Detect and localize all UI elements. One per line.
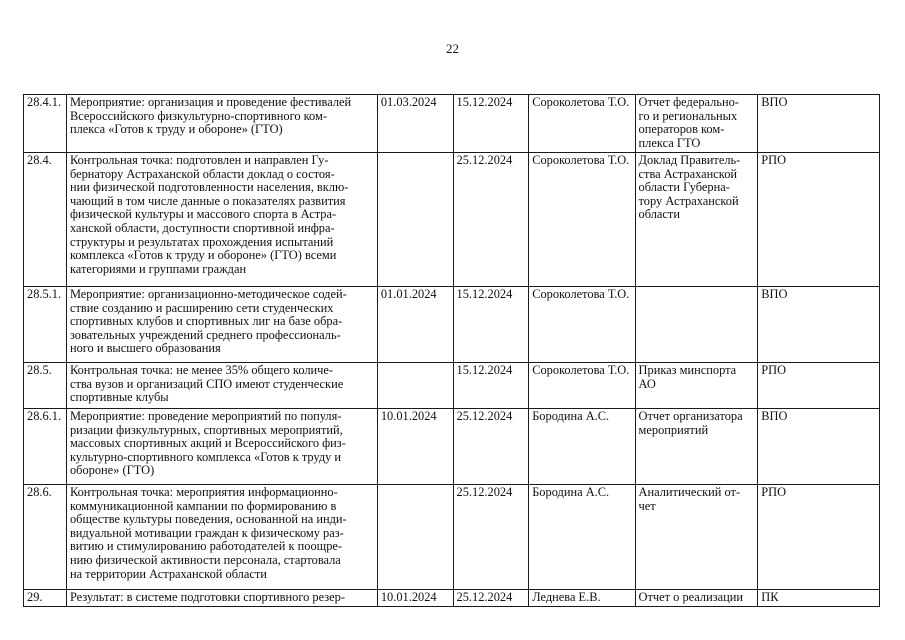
page-number: 22: [446, 41, 459, 56]
row-number-cell: 28.5.: [24, 363, 67, 409]
end-date-cell: 15.12.2024: [453, 95, 529, 153]
row-number-cell: 28.6.1.: [24, 409, 67, 485]
responsible-cell: Сороколетова Т.О.: [529, 153, 635, 287]
plan-table: [23, 94, 880, 607]
description-cell: Мероприятие: проведение мероприятий по популя- ризации физкультурных, спортивных мероприятий, массовых спортивных акций и Всероссийского физ- культурно-спортивного комплекса «Готов к труду и обороне» (ГТО): [66, 409, 377, 485]
level-cell: РПО: [758, 363, 880, 409]
end-date-cell: 25.12.2024: [453, 409, 529, 485]
responsible-cell: Бородина А.С.: [529, 409, 635, 485]
level-cell: ВПО: [758, 287, 880, 363]
start-date-cell: 10.01.2024: [377, 590, 453, 607]
responsible-cell: Леднева Е.В.: [529, 590, 635, 607]
start-date-cell: 10.01.2024: [377, 409, 453, 485]
table-row: [24, 153, 880, 287]
row-number-cell: 28.5.1.: [24, 287, 67, 363]
document-cell: Отчет федерально- го и региональных операторов ком- плекса ГТО: [635, 95, 758, 153]
document-cell: Приказ минспорта АО: [635, 363, 758, 409]
level-cell: ВПО: [758, 95, 880, 153]
table-row: [24, 95, 880, 153]
description-cell: Контрольная точка: мероприятия информационно- коммуникационной кампании по формированию в обществе культуры поведения, основанной на инди- видуальной мотивации граждан к физическому раз- витию и стимулированию работодателей к поощре- нию физической активности персонала, стартовала на территории Астраханской области: [66, 485, 377, 590]
document-cell: Доклад Правитель- ства Астраханской области Губерна- тору Астраханской области: [635, 153, 758, 287]
responsible-cell: Сороколетова Т.О.: [529, 95, 635, 153]
description-cell: Мероприятие: организация и проведение фестивалей Всероссийского физкультурно-спортивного ком- плекса «Готов к труду и обороне» (ГТО): [66, 95, 377, 153]
start-date-cell: [377, 485, 453, 590]
table-row: [24, 363, 880, 409]
responsible-cell: Сороколетова Т.О.: [529, 363, 635, 409]
end-date-cell: 25.12.2024: [453, 485, 529, 590]
table-row: [24, 485, 880, 590]
responsible-cell: Сороколетова Т.О.: [529, 287, 635, 363]
description-cell: Результат: в системе подготовки спортивного резер-: [66, 590, 377, 607]
description-cell: Контрольная точка: подготовлен и направлен Гу- бернатору Астраханской области доклад о состоя- нии физической подготовленности населения, вклю- чающий в том числе данные о показателях развития физической культуры и массового спорта в Астра- ханской области, доступности спортивной инфра- структуры и результатах прохождения испытаний комплекса «Готов к труду и обороне» (ГТО) всеми категориями и группами граждан: [66, 153, 377, 287]
table-row: [24, 287, 880, 363]
start-date-cell: 01.01.2024: [377, 287, 453, 363]
row-number-cell: 28.4.1.: [24, 95, 67, 153]
description-cell: Мероприятие: организационно-методическое содей- ствие созданию и расширению сети студенческих спортивных клубов и спортивных лиг на базе обра- зовательных учреждений среднего профессиональ- ного и высшего образования: [66, 287, 377, 363]
document-cell: Отчет о реализации: [635, 590, 758, 607]
document-cell: [635, 287, 758, 363]
row-number-cell: 28.6.: [24, 485, 67, 590]
table-row: [24, 409, 880, 485]
end-date-cell: 25.12.2024: [453, 590, 529, 607]
level-cell: РПО: [758, 485, 880, 590]
start-date-cell: 01.03.2024: [377, 95, 453, 153]
responsible-cell: Бородина А.С.: [529, 485, 635, 590]
document-cell: Отчет организатора мероприятий: [635, 409, 758, 485]
row-number-cell: 28.4.: [24, 153, 67, 287]
description-cell: Контрольная точка: не менее 35% общего количе- ства вузов и организаций СПО имеют студенческие спортивные клубы: [66, 363, 377, 409]
end-date-cell: 15.12.2024: [453, 287, 529, 363]
end-date-cell: 25.12.2024: [453, 153, 529, 287]
end-date-cell: 15.12.2024: [453, 363, 529, 409]
table-row: [24, 590, 880, 607]
level-cell: ВПО: [758, 409, 880, 485]
row-number-cell: 29.: [24, 590, 67, 607]
start-date-cell: [377, 363, 453, 409]
document-cell: Аналитический от- чет: [635, 485, 758, 590]
level-cell: ПК: [758, 590, 880, 607]
level-cell: РПО: [758, 153, 880, 287]
start-date-cell: [377, 153, 453, 287]
